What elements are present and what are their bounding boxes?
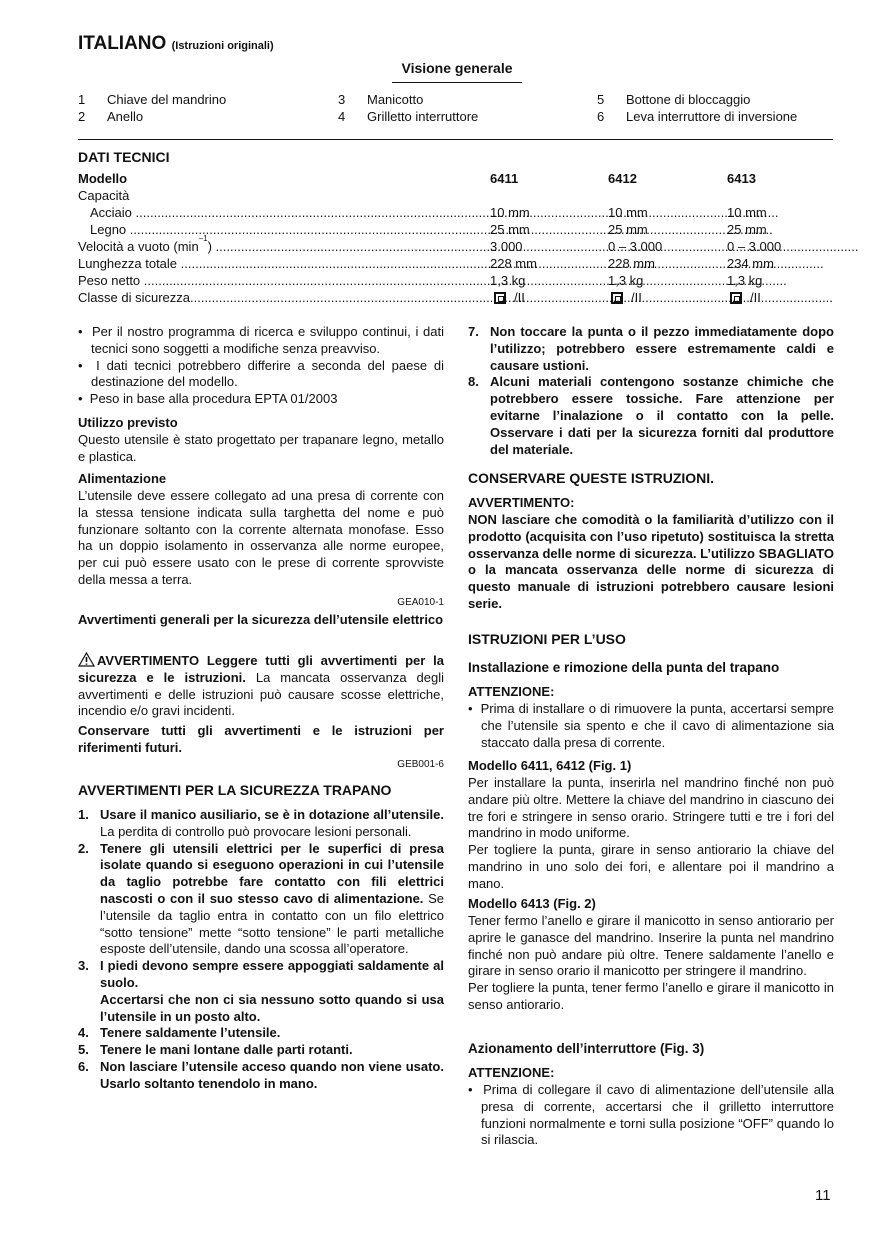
model-6413-title: Modello 6413 (Fig. 2) [468,896,596,911]
install-title: Installazione e rimozione della punta del trapano [468,660,780,675]
drill-safety-title: AVVERTIMENTI PER LA SICUREZZA TRAPANO [78,782,392,798]
page-number: 11 [815,1187,831,1204]
safety-item: 3. I piedi devono sempre essere appoggiati saldamente al suolo. Accertarsi che non ci sia nessuno sotto quando si usa l’utensile in un posto alto. [78,958,444,1024]
caution-label: ATTENZIONE: [468,684,555,699]
divider [78,139,833,140]
ref-code: GEA010-1 [397,597,444,608]
caution-list [468,1082,834,1149]
intended-use-text: Questo utensile è stato progettato per trapanare legno, metallo e plastica. [78,432,444,464]
caution-item: • Prima di installare o di rimuovere la punta, accertarsi sempre che l’utensile sia spento e che il cavo di alimentazione sia staccato dalla presa di corrente. [468,701,835,750]
specs-header-row: Modello 6411 6412 6413 [78,171,756,186]
warning-text: NON lasciare che comodità o la familiarità d’utilizzo con il prodotto (acquisita con l’uso ripetuto) sostituisca la stretta osservanza delle norme di sicurezza. L’utilizzo SBAGLIATO o la mancata osservanza delle norme di sicurezza di questo manuale di istruzioni potrebbero causare lesioni serie. [468,512,834,611]
ref-code: GEB001-6 [397,759,444,770]
title-text: ITALIANO [78,33,167,54]
switch-title: Azionamento dell’interruttore (Fig. 3) [468,1041,705,1056]
note-item: • Peso in base alla procedura EPTA 01/2003 [78,391,338,407]
specs-row: Acciaio ..... 10 mm 10 mm 10 mm [78,205,838,222]
part-item: 4 Grilletto interruttore [338,109,479,124]
intended-use-title: Utilizzo previsto [78,415,178,430]
part-item: 2 Anello [78,109,144,124]
parts-col-2 [338,92,478,126]
keep-instructions: Conservare tutti gli avvertimenti e le istruzioni per riferimenti futuri. [78,723,444,755]
part-item: 5 Bottone di bloccaggio [597,92,751,107]
double-insulation-icon [611,292,623,304]
safety-item: 2. Tenere gli utensili elettrici per le superfici di presa isolate quando si eseguono operazioni in cui l’utensile da taglio potrebbe fare contatto con fili elettrici nascosti o con il suo stesso cavo di alimentazione. Se l’utensile da taglio entra in contatto con un filo elettrico “sotto tensione” mette “sotto tensione” le parti metalliche esposte dell’utensile, dando una scossa all’operatore. [78,840,444,957]
drill-safety-list [78,807,444,1093]
safety-item: 6. Non lasciare l’utensile acceso quando non viene usato. Usarlo soltanto tenendolo in mano. [78,1058,444,1091]
caution-item: • Prima di collegare il cavo di alimentazione dell’utensile alla presa di corrente, accertarsi che il grilletto interruttore funzioni normalmente e torni sulla posizione “OFF” quando lo si rilascia. [468,1082,834,1148]
caution-list [468,701,834,751]
specs-group-label: Capacità [78,188,130,203]
power-text: L’utensile deve essere collegato ad una presa di corrente con la stessa tensione indicata sulla targhetta del nome e può funzionare soltanto con la corrente alternata monofase. Esso ha un doppio isolamento in osservanza alle norme europee, per cui può essere usato con le prese di corrente sprovviste della messa a terra. [78,488,444,587]
part-item: 3 Manicotto [338,92,424,107]
specs-row: Lunghezza totale ..... 228 mm 228 mm 234 mm [78,256,838,273]
safety-item: 7. Non toccare la punta o il pezzo immediatamente dopo l’utilizzo; potrebbero essere estremamente caldi e causare ustioni. [468,324,834,373]
model-6411-text: Per installare la punta, inserirla nel mandrino finché non può andare più oltre. Mettere la chiave del mandrino in ciascuno dei tre fori e stringere in senso orario. Stringere tutti e tre i fori del mandrino in modo uniforme. Per togliere la punta, girare in senso antiorario la chiave del mandrino in uno solo dei fori, e allentare poi il mandrino a mano. [468,775,834,891]
section-heading: Visione generale [392,60,522,83]
specs-row: Velocità a vuoto (min –1 ) ..... 3.000 0 – 3.000 0 – 3.000 [78,239,838,256]
safety-item: 4. Tenere saldamente l’utensile. [78,1025,281,1041]
safety-item: 8. Alcuni materiali contengono sostanze chimiche che potrebbero essere tossiche. Fare attenzione per evitarne l’inalazione o il contatto con la pelle. Osservare i dati per la sicurezza forniti dal produttore del materiale. [468,374,834,457]
drill-safety-list-cont [468,324,834,458]
title-subtitle: (Istruzioni originali) [171,40,274,52]
specs-row: Legno ..... 25 mm 25 mm 25 mm [78,222,838,239]
general-safety-title: Avvertimenti generali per la sicurezza dell’utensile elettrico [78,612,444,627]
safety-item: 5. Tenere le mani lontane dalle parti rotanti. [78,1042,353,1058]
double-insulation-icon [730,292,742,304]
warning-label: AVVERTIMENTO: [468,495,575,510]
language-title [78,33,274,55]
parts-col-3 [597,92,797,126]
power-title: Alimentazione [78,471,167,486]
safety-item: 1. Usare il manico ausiliario, se è in dotazione all’utensile. La perdita di controllo può provocare lesioni personali. [78,807,444,839]
model-6411-title: Modello 6411, 6412 (Fig. 1) [468,758,632,773]
warning-triangle-icon [78,652,95,667]
double-insulation-icon [494,292,506,304]
specs-table [78,171,838,307]
parts-col-1 [78,92,226,126]
specs-row: Classe di sicurezza ..... /II /II /II [78,290,838,307]
part-item: 1 Chiave del mandrino [78,92,227,107]
caution-label: ATTENZIONE: [468,1065,555,1080]
operation-title: ISTRUZIONI PER L’USO [468,631,626,647]
specs-title: DATI TECNICI [78,149,170,165]
warning-paragraph: AVVERTIMENTO Leggere tutti gli avvertimenti per la sicurezza e le istruzioni. La mancata osservanza degli avvertimenti e delle istruzioni può causare scosse elettriche, incendio e/o gravi incidenti. [78,653,445,719]
keep-title: CONSERVARE QUESTE ISTRUZIONI. [468,470,715,486]
note-item: • Per il nostro programma di ricerca e sviluppo continui, i dati tecnici sono soggetti a modifiche senza preavviso. [78,324,445,356]
part-item: 6 Leva interruttore di inversione [597,109,798,124]
spec-notes [78,324,444,408]
model-6413-text: Tener fermo l’anello e girare il manicotto in senso antiorario per aprire le ganasce del mandrino. Inserire la punta nel mandrino finché non può andare più oltre. Tenere saldamente l’anello e girare in senso orario il manicotto per stringere il mandrino. Per togliere la punta, tener fermo l’anello e girare il manicotto in senso antiorario. [468,913,834,1012]
note-item: • I dati tecnici potrebbero differire a seconda del paese di destinazione del modello. [78,357,445,390]
specs-row: Peso netto ..... 1,3 kg 1,3 kg 1,3 kg [78,273,838,290]
